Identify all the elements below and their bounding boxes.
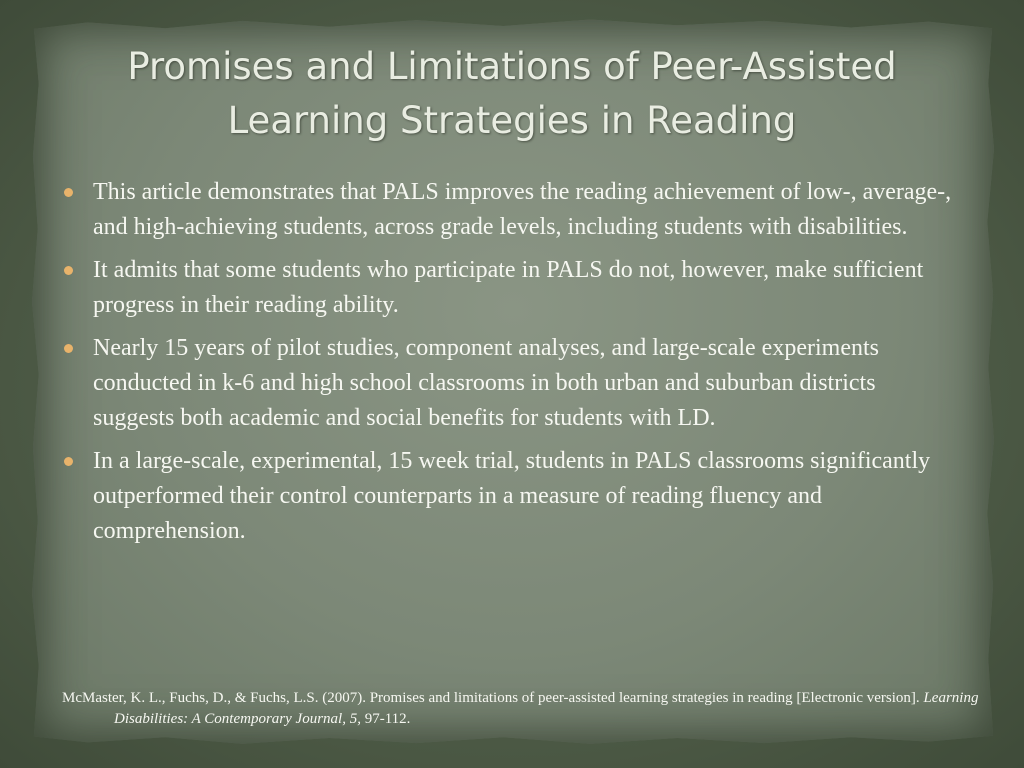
bullet-dot-icon [64,266,73,275]
citation [62,688,994,730]
bullet-item [62,253,962,323]
bullet-item [62,331,962,436]
bullet-item [62,175,962,245]
citation-journal: Learning Disabilities: A Contemporary Journal, 5, [114,690,979,727]
citation-lead: McMaster, K. L., Fuchs, D., & Fuchs, L.S. (2007). Promises and limitations of peer-assisted learning strategies in reading [Electronic version]. [62,690,924,706]
bullet-text: In a large-scale, experimental, 15 week trial, students in PALS classrooms significantly outperformed their control counterparts in a measure of reading fluency and comprehension. [93,448,931,544]
bullet-dot-icon [64,344,73,353]
bullet-text: This article demonstrates that PALS improves the reading achievement of low-, average-, and high-achieving students, across grade levels, including students with disabilities. [93,179,952,240]
bullet-item [62,444,962,549]
slide-title: Promises and Limitations of Peer-Assisted Learning Strategies in Reading [127,45,897,142]
bullet-text: It admits that some students who participate in PALS do not, however, make sufficient progress in their reading ability. [93,257,924,318]
bullet-text: Nearly 15 years of pilot studies, component analyses, and large-scale experiments conducted in k-6 and high school classrooms in both urban and suburban districts suggests both academic and social benefits for students with LD. [93,335,879,431]
bullet-list [62,175,962,557]
bullet-dot-icon [64,188,73,197]
citation-pages: 97-112. [360,711,411,727]
bullet-dot-icon [64,457,73,466]
